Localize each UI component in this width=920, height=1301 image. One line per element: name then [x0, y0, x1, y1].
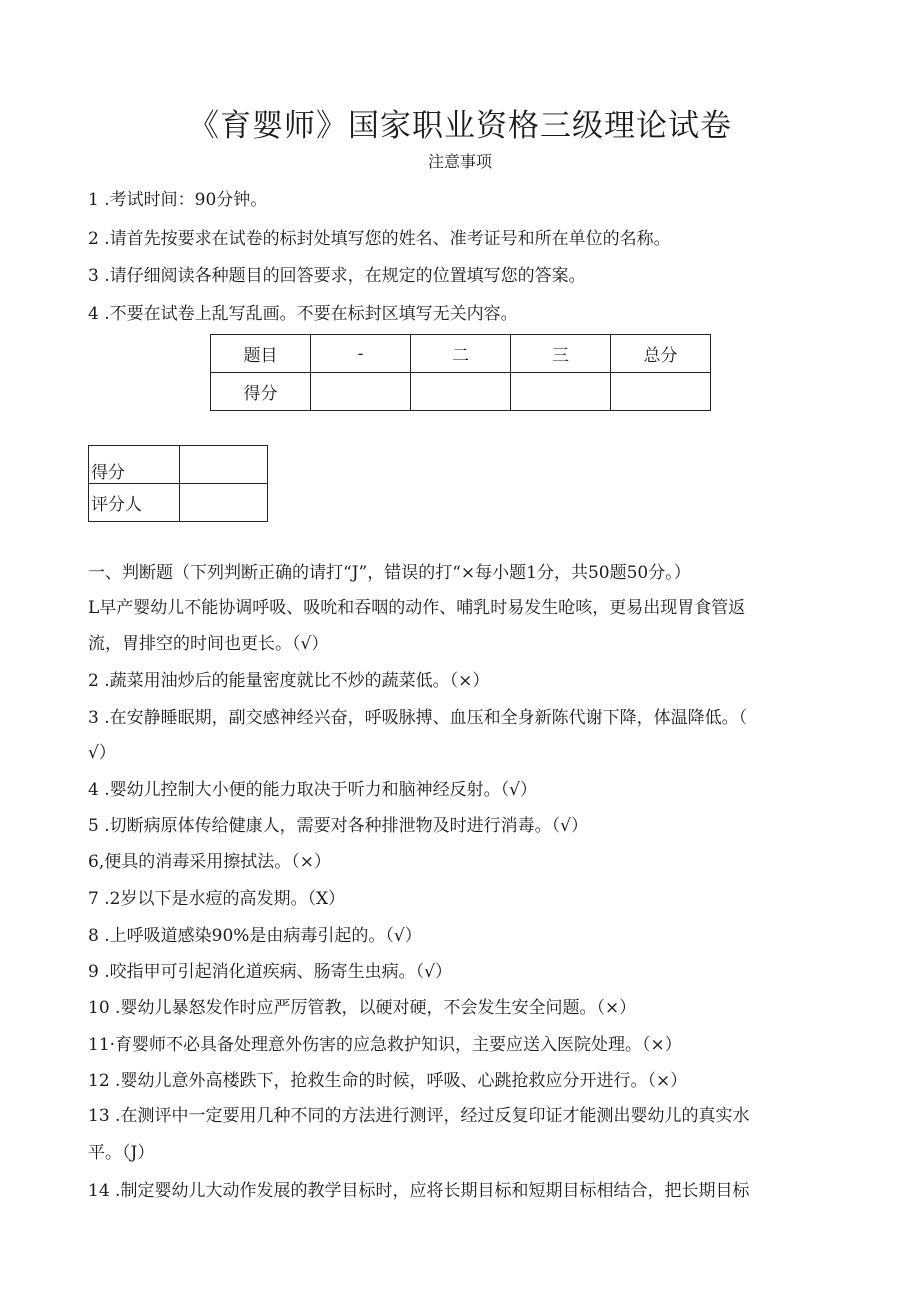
question-line: 14 .制定婴幼儿大动作发展的教学目标时，应将长期目标和短期目标相结合，把长期目标	[88, 1181, 750, 1201]
header-cell-part-1: -	[311, 335, 411, 373]
notice-heading: 注意事项	[427, 152, 492, 171]
grader-label: 评分人	[89, 484, 180, 522]
section-heading: 一、判断题（下列判断正确的请打“J”，错误的打“×每小题1分，共50题50分。）	[88, 563, 691, 583]
notice-item: 3 .请仔细阅读各种题目的回答要求，在规定的位置填写您的答案。	[88, 266, 586, 286]
question-line: 11·育婴师不必具备处理意外伤害的应急救护知识，主要应送入医院处理。（×）	[88, 1035, 682, 1055]
score-label: 得分	[89, 446, 180, 484]
question-line: 5 .切断病原体传给健康人，需要对各种排泄物及时进行消毒。（√）	[88, 816, 588, 836]
question-line: L早产婴幼儿不能协调呼吸、吸吮和吞咽的动作、哺乳时易发生呛咳，更易出现胃食管返	[88, 598, 746, 618]
grader-table	[88, 445, 268, 522]
grader-value-cell[interactable]	[180, 484, 268, 522]
score-cell-total[interactable]	[611, 373, 711, 411]
score-table-header-row	[211, 335, 711, 373]
header-cell-part-2: 二	[411, 335, 511, 373]
score-table	[210, 334, 711, 411]
question-line: 6,便具的消毒采用擦拭法。（×）	[88, 852, 331, 872]
question-line: 13 .在测评中一定要用几种不同的方法进行测评，经过反复印证才能测出婴幼儿的真实水	[88, 1106, 750, 1126]
question-line: 8 .上呼吸道感染90%是由病毒引起的。（√）	[88, 926, 422, 946]
score-table-score-row	[211, 373, 711, 411]
question-line: 2 .蔬菜用油炒后的能量密度就比不炒的蔬菜低。（×）	[88, 671, 490, 691]
question-line: 7 .2岁以下是水痘的高发期。（X）	[88, 889, 346, 909]
notice-item: 2 .请首先按要求在试卷的标封处填写您的姓名、准考证号和所在单位的名称。	[88, 229, 671, 249]
question-line: √）	[88, 743, 116, 763]
score-cell-part-2[interactable]	[411, 373, 511, 411]
header-cell-subject: 题目	[211, 335, 311, 373]
question-line: 12 .婴幼儿意外高楼跌下，抢救生命的时候，呼吸、心跳抢救应分开进行。（×）	[88, 1071, 688, 1091]
grader-table-grader-row	[89, 484, 268, 522]
question-line: 9 .咬指甲可引起消化道疾病、肠寄生虫病。（√）	[88, 962, 452, 982]
score-cell-part-3[interactable]	[511, 373, 611, 411]
question-line: 流，胃排空的时间也更长。（√）	[88, 634, 329, 654]
question-line: 10 .婴幼儿暴怒发作时应严厉管教，以硬对硬，不会发生安全问题。（×）	[88, 998, 637, 1018]
header-cell-part-3: 三	[511, 335, 611, 373]
score-cell-part-1[interactable]	[311, 373, 411, 411]
notice-item: 1 .考试时间：90分钟。	[88, 190, 268, 210]
grader-table-score-row	[89, 446, 268, 484]
header-cell-total: 总分	[611, 335, 711, 373]
question-line: 3 .在安静睡眠期，副交感神经兴奋，呼吸脉搏、血压和全身新陈代谢下降，体温降低。（	[88, 708, 748, 728]
page-title: 《育婴师》国家职业资格三级理论试卷	[188, 108, 732, 144]
score-value-cell[interactable]	[180, 446, 268, 484]
row-label-score: 得分	[211, 373, 311, 411]
notice-item: 4 .不要在试卷上乱写乱画。不要在标封区填写无关内容。	[88, 304, 518, 324]
question-line: 4 .婴幼儿控制大小便的能力取决于听力和脑神经反射。（√）	[88, 780, 537, 800]
question-line: 平。（J）	[88, 1143, 155, 1163]
